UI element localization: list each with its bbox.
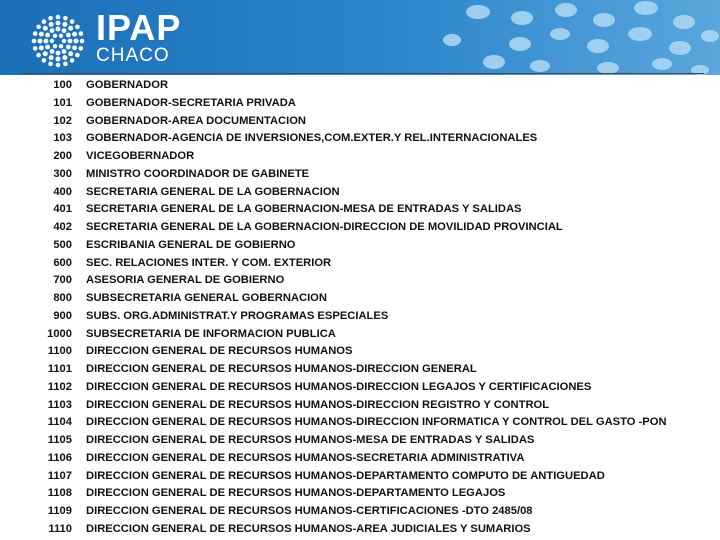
list-item: [0, 379, 720, 397]
item-name: MINISTRO COORDINADOR DE GABINETE: [86, 167, 310, 180]
list-item: [0, 432, 720, 450]
code-list: [0, 77, 720, 539]
list-item: [0, 272, 720, 290]
list-item: [0, 361, 720, 379]
radial-dots-logo-icon: [28, 14, 90, 68]
item-name: ESCRIBANIA GENERAL DE GOBIERNO: [86, 238, 296, 251]
item-name: DIRECCION GENERAL DE RECURSOS HUMANOS-AREA JUDICIALES Y SUMARIOS: [86, 522, 531, 535]
list-item: [0, 219, 720, 237]
item-code: 1108: [47, 487, 72, 500]
list-item: [0, 166, 720, 184]
item-name: DIRECCION GENERAL DE RECURSOS HUMANOS-CERTIFICACIONES -DTO 2485/08: [86, 505, 533, 517]
item-code: 900: [53, 309, 72, 322]
list-item: [0, 130, 720, 148]
list-item: [0, 414, 720, 432]
list-item: [0, 113, 720, 131]
item-code: 1107: [47, 469, 72, 482]
item-name: GOBERNADOR: [86, 79, 169, 91]
item-name: DIRECCION GENERAL DE RECURSOS HUMANOS-SECRETARIA ADMINISTRATIVA: [86, 451, 525, 464]
item-code: 200: [53, 150, 72, 162]
brand-name: IPAP: [96, 7, 182, 48]
item-name: VICEGOBERNADOR: [86, 150, 195, 162]
list-item: [0, 201, 720, 219]
header-divider: [22, 73, 704, 74]
item-code: 300: [53, 167, 72, 180]
item-code: 401: [53, 203, 72, 216]
list-item: [0, 308, 720, 326]
item-name: GOBERNADOR-AGENCIA DE INVERSIONES,COM.EXTER.Y REL.INTERNACIONALES: [86, 132, 538, 145]
item-code: 1102: [47, 380, 72, 393]
item-name: SECRETARIA GENERAL DE LA GOBERNACION-DIRECCION DE MOVILIDAD PROVINCIAL: [86, 221, 563, 233]
item-name: DIRECCION GENERAL DE RECURSOS HUMANOS-MESA DE ENTRADAS Y SALIDAS: [86, 434, 535, 446]
item-code: 102: [53, 114, 72, 127]
item-code: 1101: [47, 363, 72, 375]
item-code: 402: [53, 221, 72, 233]
list-item: [0, 343, 720, 361]
item-name: GOBERNADOR-SECRETARIA PRIVADA: [86, 96, 296, 109]
item-name: SUBSECRETARIA DE INFORMACION PUBLICA: [86, 327, 336, 340]
list-item: [0, 521, 720, 539]
item-name: GOBERNADOR-AREA DOCUMENTACION: [86, 114, 307, 127]
item-name: DIRECCION GENERAL DE RECURSOS HUMANOS-DEPARTAMENTO COMPUTO DE ANTIGUEDAD: [86, 469, 605, 482]
item-code: 500: [53, 238, 72, 251]
list-item: [0, 468, 720, 486]
item-code: 103: [53, 132, 72, 145]
item-code: 101: [53, 96, 72, 109]
item-code: 1000: [47, 327, 72, 340]
list-item: [0, 503, 720, 521]
list-item: [0, 255, 720, 273]
item-name: SECRETARIA GENERAL DE LA GOBERNACION: [86, 185, 340, 198]
item-code: 800: [53, 292, 72, 304]
item-code: 100: [53, 79, 72, 91]
item-code: 1106: [47, 451, 72, 464]
item-code: 1104: [47, 416, 72, 429]
item-code: 1100: [47, 345, 72, 358]
item-name: DIRECCION GENERAL DE RECURSOS HUMANOS-DIRECCION LEGAJOS Y CERTIFICACIONES: [86, 380, 592, 393]
item-name: DIRECCION GENERAL DE RECURSOS HUMANOS-DIRECCION GENERAL: [86, 363, 477, 375]
item-code: 1110: [48, 522, 72, 535]
list-item: [0, 237, 720, 255]
item-code: 600: [53, 256, 72, 269]
item-code: 700: [53, 274, 72, 287]
list-item: [0, 148, 720, 166]
item-code: 400: [53, 185, 72, 198]
item-name: SEC. RELACIONES INTER. Y COM. EXTERIOR: [86, 256, 332, 269]
item-name: SECRETARIA GENERAL DE LA GOBERNACION-MESA DE ENTRADAS Y SALIDAS: [86, 203, 522, 216]
header-banner: [0, 0, 720, 75]
item-code: 1105: [47, 434, 72, 446]
brand: [96, 7, 182, 66]
list-item: [0, 77, 720, 95]
item-code: 1109: [47, 505, 72, 517]
list-item: [0, 95, 720, 113]
item-name: SUBSECRETARIA GENERAL GOBERNACION: [86, 292, 327, 304]
item-name: DIRECCION GENERAL DE RECURSOS HUMANOS-DIRECCION REGISTRO Y CONTROL: [86, 398, 550, 411]
item-name: ASESORIA GENERAL DE GOBIERNO: [86, 274, 285, 287]
list-item: [0, 184, 720, 202]
list-item: [0, 450, 720, 468]
list-item: [0, 397, 720, 415]
list-item: [0, 326, 720, 344]
list-item: [0, 290, 720, 308]
item-name: DIRECCION GENERAL DE RECURSOS HUMANOS: [86, 345, 353, 358]
brand-region: CHACO: [96, 45, 170, 66]
item-name: DIRECCION GENERAL DE RECURSOS HUMANOS-DIRECCION INFORMATICA Y CONTROL DEL GASTO -PON: [86, 416, 667, 429]
item-code: 1103: [47, 398, 72, 411]
item-name: DIRECCION GENERAL DE RECURSOS HUMANOS-DEPARTAMENTO LEGAJOS: [86, 487, 506, 500]
item-name: SUBS. ORG.ADMINISTRAT.Y PROGRAMAS ESPECIALES: [86, 309, 389, 322]
list-item: [0, 485, 720, 503]
